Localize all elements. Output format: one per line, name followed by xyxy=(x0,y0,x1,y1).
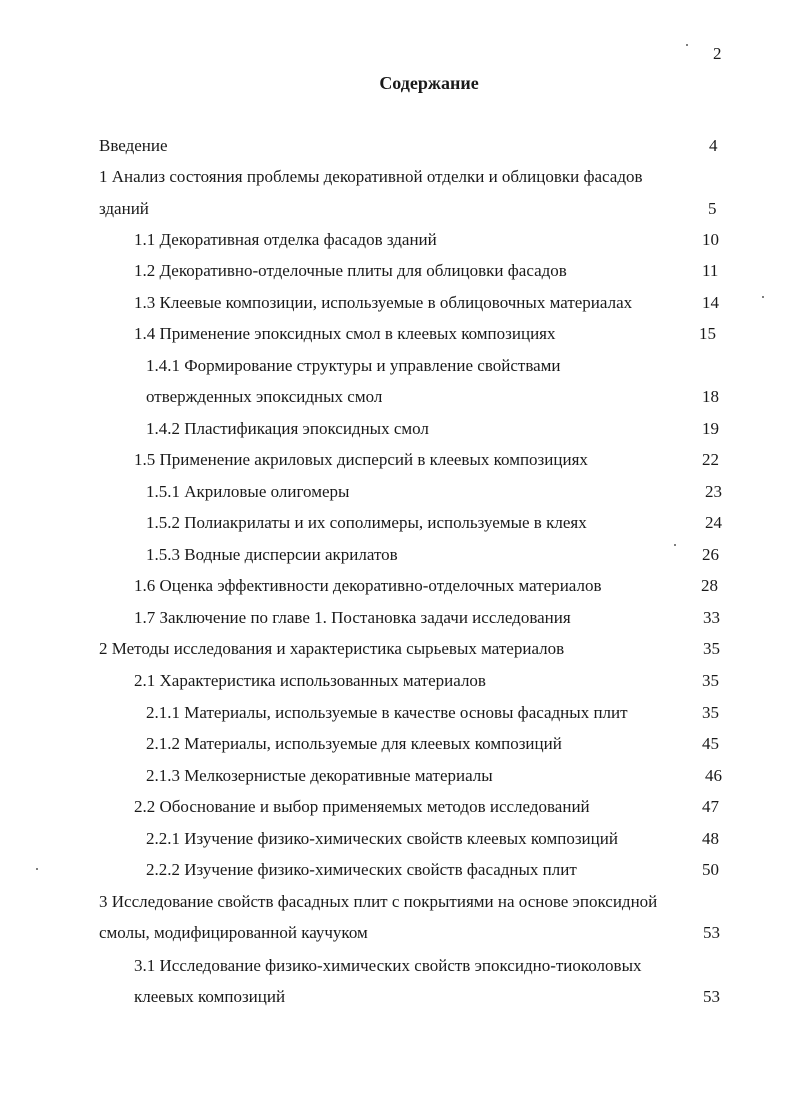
toc-entry-page: 14 xyxy=(702,293,719,312)
toc-entry-text: смолы, модифицированной каучуком xyxy=(99,923,368,942)
toc-entry-text: 1 Анализ состояния проблемы декоративной отделки и облицовки фасадов xyxy=(99,167,643,186)
toc-entry-text: Введение xyxy=(99,136,168,155)
toc-entry-page: 45 xyxy=(702,734,719,753)
page-number: 2 xyxy=(713,44,722,63)
toc-entry-text: 2.1.2 Материалы, используемые для клеевых композиций xyxy=(146,734,562,753)
toc-entry-text: 2.2 Обоснование и выбор применяемых методов исследований xyxy=(134,797,590,816)
toc-entry-text: 1.4.1 Формирование структуры и управление свойствами xyxy=(146,356,561,375)
toc-entry-text: 2.2.1 Изучение физико-химических свойств клеевых композиций xyxy=(146,829,618,848)
toc-entry-page: 24 xyxy=(705,513,722,532)
toc-entry-text: 3.1 Исследование физико-химических свойств эпоксидно-тиоколовых xyxy=(134,956,642,975)
toc-entry-text: 1.5.2 Полиакрилаты и их сополимеры, используемые в клеях xyxy=(146,513,587,532)
scan-speck xyxy=(674,544,676,546)
toc-entry-text: 1.5.3 Водные дисперсии акрилатов xyxy=(146,545,398,564)
toc-entry-page: 28 xyxy=(701,576,718,595)
toc-entry-text: отвержденных эпоксидных смол xyxy=(146,387,383,406)
toc-entry-text: 1.4 Применение эпоксидных смол в клеевых композициях xyxy=(134,324,556,343)
toc-entry-page: 26 xyxy=(702,545,719,564)
toc-entry-page: 35 xyxy=(702,671,719,690)
toc-entry-text: 1.5 Применение акриловых дисперсий в клеевых композициях xyxy=(134,450,588,469)
toc-entry-text: 1.1 Декоративная отделка фасадов зданий xyxy=(134,230,437,249)
toc-entry-page: 23 xyxy=(705,482,722,501)
toc-entry-text: 1.3 Клеевые композиции, используемые в облицовочных материалах xyxy=(134,293,633,312)
toc-entry-text: 1.4.2 Пластификация эпоксидных смол xyxy=(146,419,429,438)
toc-entry-page: 15 xyxy=(699,324,716,343)
toc-entry-page: 35 xyxy=(702,703,719,722)
toc-entry-text: 2.1 Характеристика использованных материалов xyxy=(134,671,486,690)
toc-entry-page: 4 xyxy=(709,136,718,155)
toc-entry-page: 11 xyxy=(702,261,719,280)
toc-entry-text: 2.1.3 Мелкозернистые декоративные материалы xyxy=(146,766,493,785)
toc-entry-page: 19 xyxy=(702,419,719,438)
scan-speck xyxy=(762,296,764,298)
toc-entry-page: 46 xyxy=(705,766,722,785)
scan-speck xyxy=(686,44,688,46)
toc-entry-page: 35 xyxy=(703,639,720,658)
toc-entry-page: 33 xyxy=(703,608,720,627)
toc-entry-text: зданий xyxy=(99,199,149,218)
page-title: Содержание xyxy=(379,73,479,93)
toc-entry-text: 3 Исследование свойств фасадных плит с покрытиями на основе эпоксидной xyxy=(99,892,658,911)
toc-entry-text: 2.1.1 Материалы, используемые в качестве основы фасадных плит xyxy=(146,703,628,722)
scan-speck xyxy=(36,868,38,870)
toc-entry-text: 1.7 Заключение по главе 1. Постановка задачи исследования xyxy=(134,608,571,627)
toc-entry-text: 2 Методы исследования и характеристика сырьевых материалов xyxy=(99,639,565,658)
toc-entry-page: 53 xyxy=(703,987,720,1006)
toc-entry-text: 1.2 Декоративно-отделочные плиты для облицовки фасадов xyxy=(134,261,567,280)
toc-entry-page: 48 xyxy=(702,829,719,848)
toc-entry-page: 50 xyxy=(702,860,719,879)
toc-entry-page: 47 xyxy=(702,797,719,816)
toc-entry-page: 18 xyxy=(702,387,719,406)
toc-entry-page: 10 xyxy=(702,230,719,249)
toc-entry-text: клеевых композиций xyxy=(134,987,286,1006)
toc-entry-text: 2.2.2 Изучение физико-химических свойств фасадных плит xyxy=(146,860,577,879)
toc-entry-page: 53 xyxy=(703,923,720,942)
toc-entry-text: 1.5.1 Акриловые олигомеры xyxy=(146,482,350,501)
toc-entry-text: 1.6 Оценка эффективности декоративно-отделочных материалов xyxy=(134,576,602,595)
toc-entry-page: 5 xyxy=(708,199,717,218)
toc-entry-page: 22 xyxy=(702,450,719,469)
